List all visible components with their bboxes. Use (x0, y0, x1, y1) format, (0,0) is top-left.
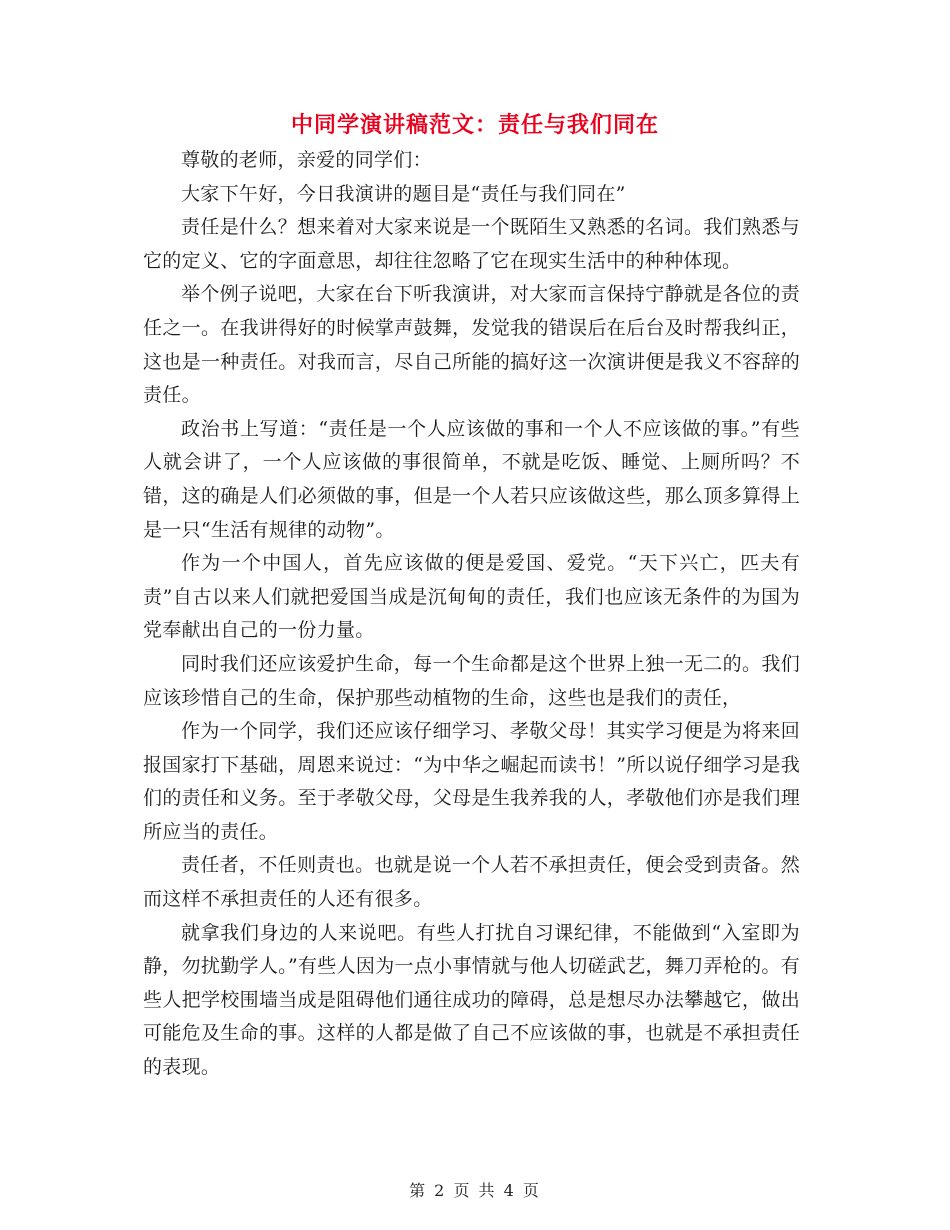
paragraph-3: 责任是什么？想来着对大家来说是一个既陌生又熟悉的名词。我们熟悉与它的定义、它的字面意思，却往往忽略了它在现实生活中的种种体现。 (143, 216, 800, 272)
paragraph-4: 举个例子说吧，大家在台下听我演讲，对大家而言保持宁静就是各位的责任之一。在我讲得好的时候掌声鼓舞，发觉我的错误后在后台及时帮我纠正，这也是一种责任。对我而言，尽自己所能的搞好这一次演讲便是我义不容辞的责任。 (143, 283, 800, 407)
paragraph-8: 作为一个同学，我们还应该仔细学习、孝敬父母！其实学习便是为将来回报国家打下基础，周恩来说过：“为中华之崛起而读书！”所以说仔细学习是我们的责任和义务。至于孝敬父母，父母是生我养我的人，孝敬他们亦是我们理所应当的责任。 (143, 720, 800, 843)
page-footer: 第 2 页 共 4 页 (409, 1181, 541, 1200)
paragraph-1: 尊敬的老师，亲爱的同学们： (181, 149, 432, 171)
paragraph-2: 大家下午好，今日我演讲的题目是“责任与我们同在” (181, 182, 626, 205)
paragraph-9: 责任者，不任则责也。也就是说一个人若不承担责任，便会受到责备。然而这样不承担责任的人还有很多。 (143, 854, 800, 911)
document-title: 中同学演讲稿范文：责任与我们同在 (290, 112, 659, 138)
paragraph-10: 就拿我们身边的人来说吧。有些人打扰自习课纪律，不能做到“入室即为静，勿扰勤学人。”有些人因为一点小事情就与他人切磋武艺，舞刀弄枪的。有些人把学校围墙当成是阻碍他们通往成功的障碍，总是想尽办法攀越它，做出可能危及生命的事。这样的人都是做了自己不应该做的事，也就是不承担责任的表现。 (143, 921, 800, 1079)
paragraph-5: 政治书上写道：“责任是一个人应该做的事和一个人不应该做的事。”有些人就会讲了，一个人应该做的事很简单，不就是吃饭、睡觉、上厕所吗？不错，这的确是人们必须做的事，但是一个人若只应该做这些，那么顶多算得上是一只“生活有规律的动物”。 (143, 417, 800, 541)
paragraph-6: 作为一个中国人，首先应该做的便是爱国、爱党。“天下兴亡，匹夫有责”自古以来人们就把爱国当成是沉甸甸的责任，我们也应该无条件的为国为党奉献出自己的一份力量。 (143, 552, 800, 642)
document-body (143, 144, 800, 1085)
paragraph-7: 同时我们还应该爱护生命，每一个生命都是这个世界上独一无二的。我们应该珍惜自己的生命，保护那些动植物的生命，这些也是我们的责任， (143, 652, 800, 709)
